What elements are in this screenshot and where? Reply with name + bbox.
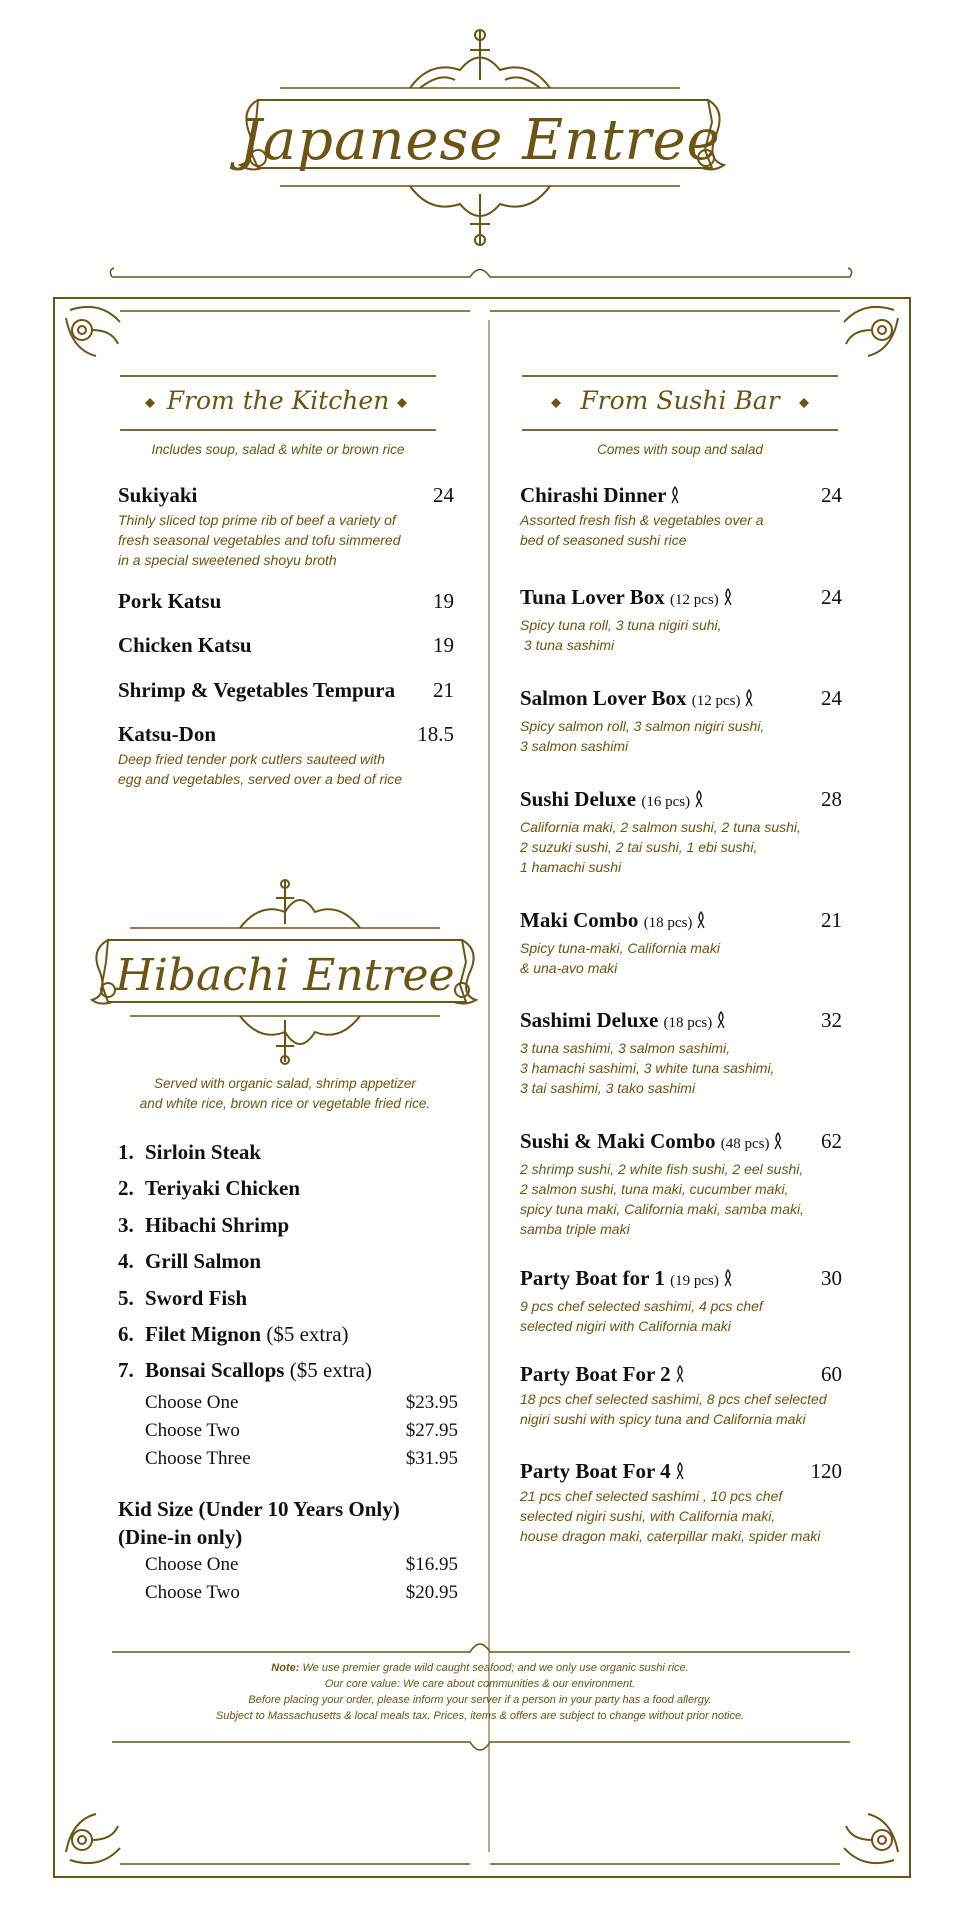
raw-fish-icon (773, 1132, 783, 1150)
item-price: 62 (821, 1129, 842, 1153)
item-name: Sukiyaki (118, 483, 198, 507)
item-description: Spicy salmon roll, 3 salmon nigiri sushi, 3 salmon sashimi (520, 718, 765, 754)
menu-item (520, 786, 842, 877)
item-price: 120 (810, 1459, 842, 1483)
item-price: 18.5 (417, 722, 454, 746)
item-price: 24 (821, 686, 842, 710)
item-piece-count: (12 pcs) (691, 693, 741, 709)
item-price: 19 (433, 589, 454, 613)
item-description: Spicy tuna-maki, California maki & una-avo maki (520, 940, 720, 976)
item-name: Tuna Lover Box (12 pcs) (520, 584, 842, 613)
item-piece-count: (12 pcs) (669, 592, 719, 608)
note-label: Note: (271, 1662, 300, 1674)
kitchen-section-title: From the Kitchen (166, 386, 390, 415)
menu-item (520, 907, 842, 978)
item-description: 9 pcs chef selected sashimi, 4 pcs chef selected nigiri with California maki (520, 1298, 763, 1334)
item-description: Assorted fresh fish & vegetables over a bed of seasoned sushi rice (520, 512, 764, 548)
menu-item (118, 632, 454, 658)
choice-row: Choose Two $27.95 (145, 1419, 458, 1441)
item-price: 24 (821, 483, 842, 507)
menu-item (520, 1128, 842, 1239)
item-description: 21 pcs chef selected sashimi , 10 pcs chef selected nigiri sushi, with California maki, house dragon maki, caterpillar maki, spider maki (520, 1488, 821, 1544)
raw-fish-icon (694, 790, 704, 808)
item-price: 30 (821, 1266, 842, 1290)
menu-item (520, 1265, 842, 1336)
menu-item (520, 1458, 842, 1546)
hibachi-list (118, 1134, 458, 1607)
item-name: Chicken Katsu (118, 633, 252, 657)
item-description: 2 shrimp sushi, 2 white fish sushi, 2 eel sushi, 2 salmon sushi, tuna maki, cucumber maki, spicy tuna maki, California maki, samba maki, samba triple maki (520, 1161, 804, 1237)
kid-size-subtitle: (Dine-in only) (118, 1524, 243, 1549)
menu-item (520, 1007, 842, 1098)
raw-fish-icon (723, 1269, 733, 1287)
hibachi-section-subtitle: Served with organic salad, shrimp appetizer and white rice, brown rice or vegetable fried rice. (139, 1076, 431, 1111)
sushi-section-title: From Sushi Bar (580, 386, 780, 415)
item-name: Party Boat For 2 (520, 1361, 842, 1387)
item-name: Pork Katsu (118, 589, 222, 613)
list-item: 7. Bonsai Scallops ($5 extra) (118, 1358, 372, 1383)
item-price: 24 (433, 483, 454, 507)
item-name: Sushi & Maki Combo (48 pcs) (520, 1128, 842, 1157)
menu-item (118, 677, 454, 703)
item-name: Party Boat For 4 (520, 1458, 842, 1484)
menu-item (520, 685, 842, 756)
list-item: 1. Sirloin Steak (118, 1140, 262, 1164)
item-name: Party Boat for 1 (19 pcs) (520, 1265, 842, 1294)
item-name: Chirashi Dinner (520, 482, 842, 508)
raw-fish-icon (696, 911, 706, 929)
item-price: 21 (821, 908, 842, 932)
item-description: 18 pcs chef selected sashimi, 8 pcs chef selected nigiri sushi with spicy tuna and California maki (520, 1391, 827, 1427)
list-item: 4. Grill Salmon (118, 1249, 262, 1274)
list-item: 3. Hibachi Shrimp (118, 1212, 290, 1237)
choice-row: Choose One $23.95 (145, 1391, 458, 1413)
footer-note: Note: We use premier grade wild caught seafood; and we only use organic sushi rice. Our core value: We care about communities & our environment. Before placing your order, please inform your server if a person in your party has a food allergy. Subject to Massachusetts & local meals tax. Prices, items & offers are subject to change without prior notice. (215, 1662, 745, 1722)
menu-item (118, 482, 454, 570)
menu-item (520, 482, 842, 550)
item-description: Thinly sliced top prime rib of beef a variety of fresh seasonal vegetables and tofu simmered in a special sweetened shoyu broth (118, 512, 401, 568)
item-name: Shrimp & Vegetables Tempura (118, 678, 396, 702)
item-piece-count: (16 pcs) (641, 794, 691, 810)
item-piece-count: (48 pcs) (720, 1136, 770, 1152)
item-description: 3 tuna sashimi, 3 salmon sashimi, 3 hamachi sashimi, 3 white tuna sashimi, 3 tai sashimi, 3 tako sashimi (520, 1040, 775, 1096)
choice-row: Choose Three $31.95 (145, 1447, 458, 1469)
item-name: Salmon Lover Box (12 pcs) (520, 685, 842, 714)
kitchen-section-subtitle: Includes soup, salad & white or brown rice (151, 442, 405, 457)
item-description: Deep fried tender pork cutlers sauteed with egg and vegetables, served over a bed of rice (118, 751, 403, 787)
raw-fish-icon (675, 1462, 685, 1480)
raw-fish-icon (744, 689, 754, 707)
item-description: California maki, 2 salmon sushi, 2 tuna sushi, 2 suzuki sushi, 2 tai sushi, 1 ebi sushi, 1 hamachi sushi (520, 819, 801, 875)
choice-row: Choose Two $20.95 (145, 1581, 458, 1603)
menu-item (118, 588, 454, 614)
item-price: 21 (433, 678, 454, 702)
raw-fish-icon (675, 1365, 685, 1383)
item-description: Spicy tuna roll, 3 tuna nigiri suhi, 3 tuna sashimi (520, 617, 722, 653)
list-item: 5. Sword Fish (118, 1285, 248, 1310)
item-name: Maki Combo (18 pcs) (520, 907, 842, 936)
menu-item (118, 721, 454, 789)
item-piece-count: (19 pcs) (670, 1273, 719, 1289)
raw-fish-icon (670, 486, 680, 504)
raw-fish-icon (723, 588, 733, 606)
top-divider (112, 270, 850, 278)
item-price: 60 (821, 1362, 842, 1386)
item-piece-count: (18 pcs) (663, 1015, 713, 1031)
sushi-section-subtitle: Comes with soup and salad (597, 442, 763, 457)
page-title: Japanese Entree (239, 108, 721, 173)
kid-size-title: Kid Size (Under 10 Years Only) (118, 1496, 400, 1521)
item-name: Katsu-Don (118, 722, 217, 746)
menu-item (520, 584, 842, 655)
item-piece-count: (18 pcs) (643, 915, 693, 931)
raw-fish-icon (716, 1011, 726, 1029)
item-price: 28 (821, 787, 842, 811)
item-name: Sushi Deluxe (16 pcs) (520, 786, 842, 815)
hibachi-section-title: Hibachi Entree (115, 950, 455, 1001)
list-item: 2. Teriyaki Chicken (118, 1176, 300, 1201)
item-price: 24 (821, 585, 842, 609)
item-name: Sashimi Deluxe (18 pcs) (520, 1007, 842, 1036)
item-price: 32 (821, 1008, 842, 1032)
item-price: 19 (433, 633, 454, 657)
list-item: 6. Filet Mignon ($5 extra) (118, 1322, 349, 1347)
menu-item (520, 1361, 842, 1429)
choice-row: Choose One $16.95 (145, 1553, 458, 1575)
